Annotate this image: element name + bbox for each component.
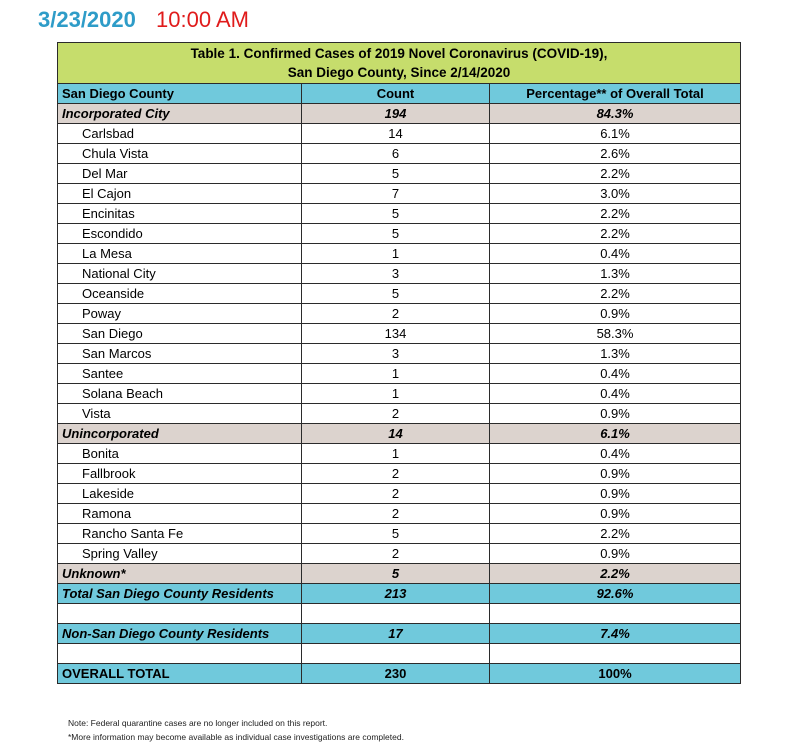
row-percent: 58.3% [490, 324, 741, 344]
table-row [58, 204, 741, 224]
table-row [58, 384, 741, 404]
non-residents-row [58, 624, 741, 644]
row-percent: 92.6% [490, 584, 741, 604]
row-percent: 0.4% [490, 444, 741, 464]
row-percent: 7.4% [490, 624, 741, 644]
table-row [58, 364, 741, 384]
row-count: 6 [302, 144, 490, 164]
report-datetime [38, 6, 249, 34]
row-label: Bonita [58, 444, 302, 464]
table-row [58, 504, 741, 524]
row-count: 5 [302, 524, 490, 544]
row-percent: 0.9% [490, 304, 741, 324]
row-count: 2 [302, 304, 490, 324]
row-label: Ramona [58, 504, 302, 524]
row-label: Poway [58, 304, 302, 324]
row-label: Santee [58, 364, 302, 384]
report-time: 10:00 AM [156, 7, 249, 32]
group-row-incorporated [58, 104, 741, 124]
row-percent: 6.1% [490, 424, 741, 444]
row-label: Fallbrook [58, 464, 302, 484]
row-label: Spring Valley [58, 544, 302, 564]
row-percent: 0.9% [490, 404, 741, 424]
table-row [58, 464, 741, 484]
row-count: 2 [302, 464, 490, 484]
row-count: 1 [302, 364, 490, 384]
row-percent: 2.2% [490, 524, 741, 544]
table-row [58, 544, 741, 564]
row-percent: 2.2% [490, 284, 741, 304]
row-label: Unincorporated [58, 424, 302, 444]
table-row [58, 344, 741, 364]
row-count: 5 [302, 224, 490, 244]
row-label: Solana Beach [58, 384, 302, 404]
table-row [58, 524, 741, 544]
row-percent: 0.4% [490, 244, 741, 264]
table-row [58, 224, 741, 244]
row-percent: 2.2% [490, 224, 741, 244]
row-count: 3 [302, 344, 490, 364]
table-row [58, 444, 741, 464]
footnote-more-info: *More information may become available as individual case investigations are completed. [68, 732, 404, 742]
table-row [58, 144, 741, 164]
table-row [58, 164, 741, 184]
row-percent: 6.1% [490, 124, 741, 144]
row-count: 1 [302, 444, 490, 464]
row-percent: 1.3% [490, 344, 741, 364]
row-count: 5 [302, 204, 490, 224]
table-row [58, 324, 741, 344]
overall-total-row [58, 664, 741, 684]
row-percent: 84.3% [490, 104, 741, 124]
row-label: Lakeside [58, 484, 302, 504]
row-label: Carlsbad [58, 124, 302, 144]
row-percent: 0.9% [490, 544, 741, 564]
row-label: Encinitas [58, 204, 302, 224]
row-percent: 1.3% [490, 264, 741, 284]
row-count: 134 [302, 324, 490, 344]
row-count: 7 [302, 184, 490, 204]
table-row [58, 244, 741, 264]
table-title [58, 43, 741, 84]
row-percent: 0.4% [490, 364, 741, 384]
row-percent: 0.4% [490, 384, 741, 404]
row-label: Vista [58, 404, 302, 424]
row-label: Unknown* [58, 564, 302, 584]
row-count: 3 [302, 264, 490, 284]
table-row [58, 484, 741, 504]
report-date: 3/23/2020 [38, 7, 136, 32]
total-residents-row [58, 584, 741, 604]
row-count: 1 [302, 384, 490, 404]
table-title-line2: San Diego County, Since 2/14/2020 [287, 65, 511, 80]
row-count: 14 [302, 124, 490, 144]
row-percent: 2.2% [490, 564, 741, 584]
row-count: 5 [302, 564, 490, 584]
row-count: 213 [302, 584, 490, 604]
row-label: Non-San Diego County Residents [58, 624, 302, 644]
row-percent: 2.2% [490, 204, 741, 224]
row-count: 5 [302, 284, 490, 304]
footnote-quarantine: Note: Federal quarantine cases are no longer included on this report. [68, 718, 328, 728]
row-percent: 0.9% [490, 464, 741, 484]
column-header-count: Count [302, 84, 490, 104]
covid-cases-table [57, 42, 741, 684]
row-label: OVERALL TOTAL [58, 664, 302, 684]
row-percent: 100% [490, 664, 741, 684]
row-count: 5 [302, 164, 490, 184]
row-label: Total San Diego County Residents [58, 584, 302, 604]
row-label: San Marcos [58, 344, 302, 364]
row-percent: 2.6% [490, 144, 741, 164]
group-row-unincorporated [58, 424, 741, 444]
row-percent: 3.0% [490, 184, 741, 204]
table-row [58, 284, 741, 304]
column-header-county: San Diego County [58, 84, 302, 104]
row-count: 14 [302, 424, 490, 444]
group-row-unknown [58, 564, 741, 584]
table-row [58, 124, 741, 144]
spacer-row [58, 644, 741, 664]
row-count: 1 [302, 244, 490, 264]
row-count: 230 [302, 664, 490, 684]
row-count: 2 [302, 544, 490, 564]
table-row [58, 404, 741, 424]
table-row [58, 264, 741, 284]
row-label: El Cajon [58, 184, 302, 204]
spacer-row [58, 604, 741, 624]
row-count: 2 [302, 404, 490, 424]
table-row [58, 304, 741, 324]
row-label: La Mesa [58, 244, 302, 264]
row-label: Escondido [58, 224, 302, 244]
column-header-percentage: Percentage** of Overall Total [490, 84, 741, 104]
row-count: 2 [302, 484, 490, 504]
row-count: 194 [302, 104, 490, 124]
row-percent: 0.9% [490, 504, 741, 524]
row-percent: 0.9% [490, 484, 741, 504]
footnotes [68, 716, 404, 744]
row-count: 17 [302, 624, 490, 644]
row-label: Rancho Santa Fe [58, 524, 302, 544]
column-header-row [58, 84, 741, 104]
table-title-line1: Table 1. Confirmed Cases of 2019 Novel Coronavirus (COVID-19), [190, 46, 608, 61]
table-title-row [58, 43, 741, 84]
table-row [58, 184, 741, 204]
row-label: Chula Vista [58, 144, 302, 164]
row-count: 2 [302, 504, 490, 524]
row-percent: 2.2% [490, 164, 741, 184]
row-label: Del Mar [58, 164, 302, 184]
row-label: Incorporated City [58, 104, 302, 124]
row-label: Oceanside [58, 284, 302, 304]
row-label: National City [58, 264, 302, 284]
row-label: San Diego [58, 324, 302, 344]
